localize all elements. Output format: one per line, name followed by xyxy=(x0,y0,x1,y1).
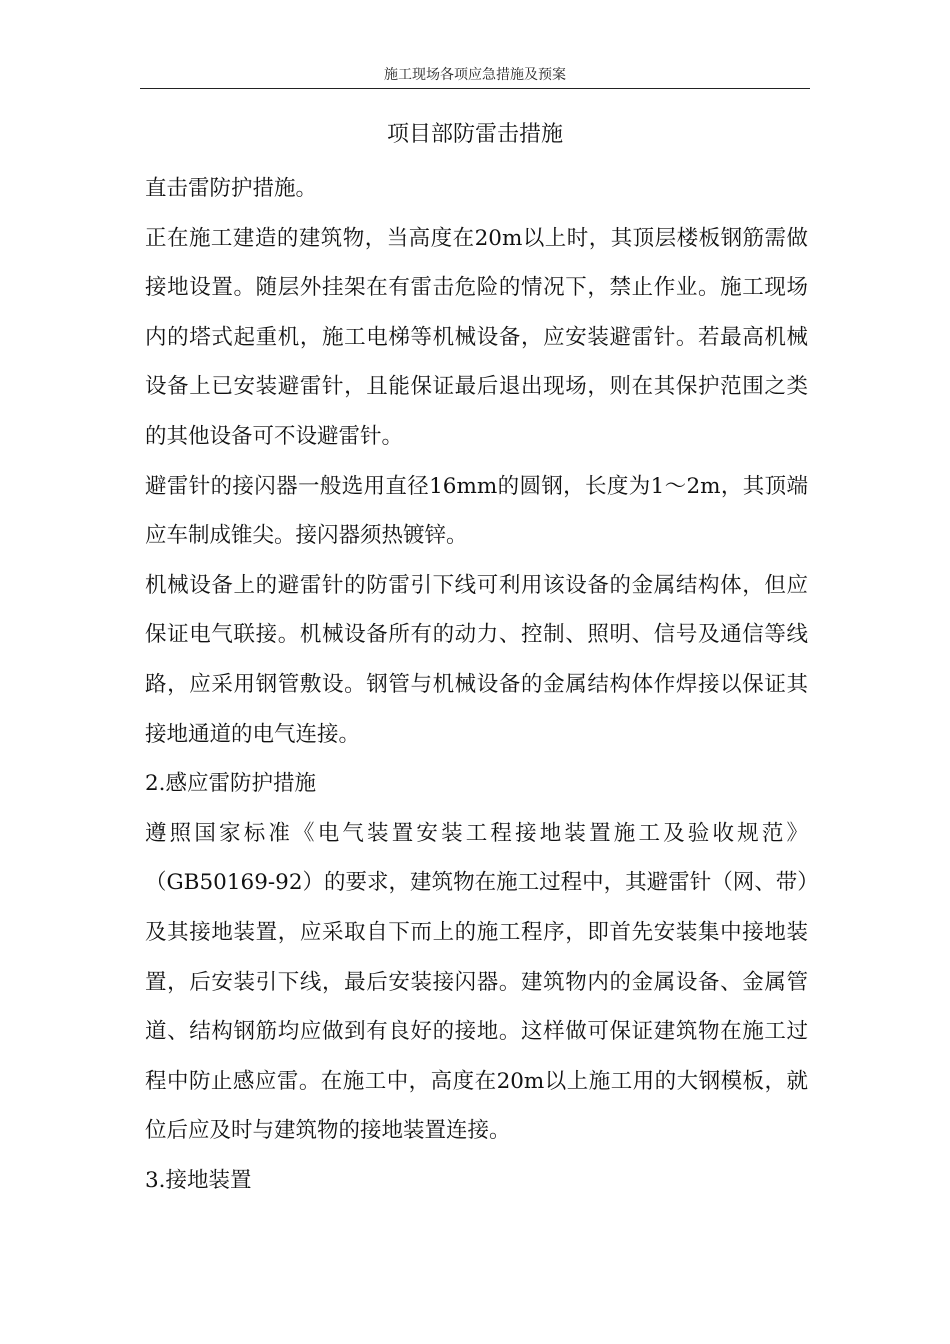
paragraph-down-conductor: 机械设备上的避雷针的防雷引下线可利用该设备的金属结构体，但应保证电气联接。机械设备所有的动力、控制、照明、信号及通信等线路，应采用钢管敷设。钢管与机械设备的金属结构体作焊接以保证其接地通道的电气连接。 xyxy=(145,572,808,747)
document-body xyxy=(145,164,808,1205)
header-divider xyxy=(140,88,810,89)
paragraph-building-grounding: 正在施工建造的建筑物，当高度在20m以上时，其顶层楼板钢筋需做接地设置。随层外挂架在有雷击危险的情况下，禁止作业。施工现场内的塔式起重机，施工电梯等机械设备，应安装避雷针。若最高机械设备上已安装避雷针，且能保证最后退出现场，则在其保护范围之类的其他设备可不设避雷针。 xyxy=(145,225,808,449)
document-title: 项目部防雷击措施 xyxy=(386,122,563,147)
paragraph-grounding-device-heading: 3.接地装置 xyxy=(145,1167,252,1193)
paragraph-induced-lightning-heading: 2.感应雷防护措施 xyxy=(145,771,317,797)
paragraph-national-standard: 遵照国家标准《电气装置安装工程接地装置施工及验收规范》（GB50169-92）的要求，建筑物在施工过程中，其避雷针（网、带）及其接地装置，应采取自下而上的施工程序，即首先安装集中接地装置，后安装引下线，最后安装接闪器。建筑物内的金属设备、金属管道、结构钢筋均应做到有良好的接地。这样做可保证建筑物在施工过程中防止感应雷。在施工中，高度在20m以上施工用的大钢模板，就位后应及时与建筑物的接地装置连接。 xyxy=(145,820,808,1144)
paragraph-direct-lightning-heading: 直击雷防护措施。 xyxy=(145,176,318,201)
running-header: 施工现场各项应急措施及预案 xyxy=(384,67,566,83)
paragraph-air-terminal: 避雷针的接闪器一般选用直径16mm的圆钢，长度为1～2m，其顶端应车制成锥尖。接闪器须热镀锌。 xyxy=(145,473,808,549)
